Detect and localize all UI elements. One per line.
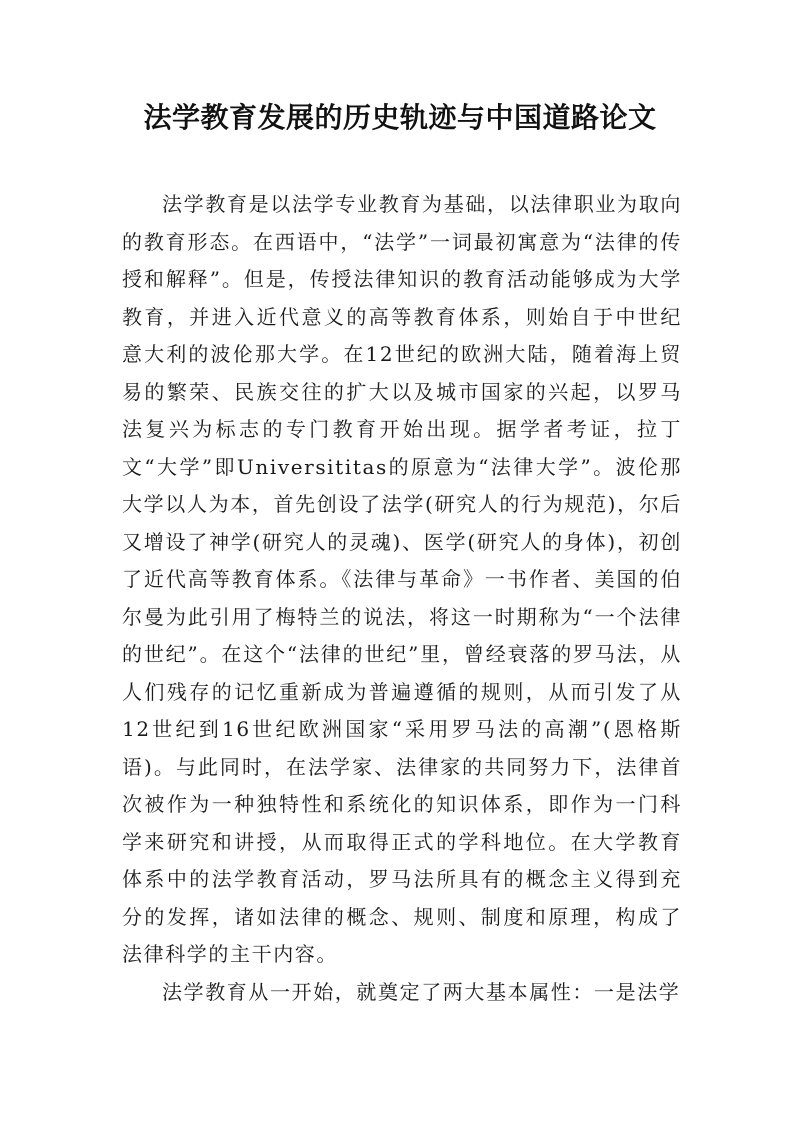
paragraph: 法学教育从一开始，就奠定了两大基本属性：一是法学	[162, 979, 681, 1004]
document-body	[122, 186, 682, 1011]
document-title: 法学教育发展的历史轨迹与中国道路论文	[143, 101, 657, 134]
paragraph: 法学教育是以法学专业教育为基础，以法律职业为取向的教育形态。在西语中，“法学”一词最初寓意为“法律的传授和解释”。但是，传授法律知识的教育活动能够成为大学教育，并进入近代意义的高等教育体系，则始自于中世纪意大利的波伦那大学。在12世纪的欧洲大陆，随着海上贸易的繁荣、民族交往的扩大以及城市国家的兴起，以罗马法复兴为标志的专门教育开始出现。据学者考证，拉丁文“大学”即Universititas的原意为“法律大学”。波伦那大学以人为本，首先创设了法学(研究人的行为规范)，尔后又增设了神学(研究人的灵魂)、医学(研究人的身体)，初创了近代高等教育体系。《法律与革命》一书作者、美国的伯尔曼为此引用了梅特兰的说法，将这一时期称为“一个法律的世纪”。在这个“法律的世纪”里，曾经衰落的罗马法，从人们残存的记忆重新成为普遍遵循的规则，从而引发了从12世纪到16世纪欧洲国家“采用罗马法的高潮”(恩格斯语)。与此同时，在法学家、法律家的共同努力下，法律首次被作为一种独特性和系统化的知识体系，即作为一门科学来研究和讲授，从而取得正式的学科地位。在大学教育体系中的法学教育活动，罗马法所具有的概念主义得到充分的发挥，诸如法律的概念、规则、制度和原理，构成了法律科学的主干内容。	[122, 192, 682, 966]
